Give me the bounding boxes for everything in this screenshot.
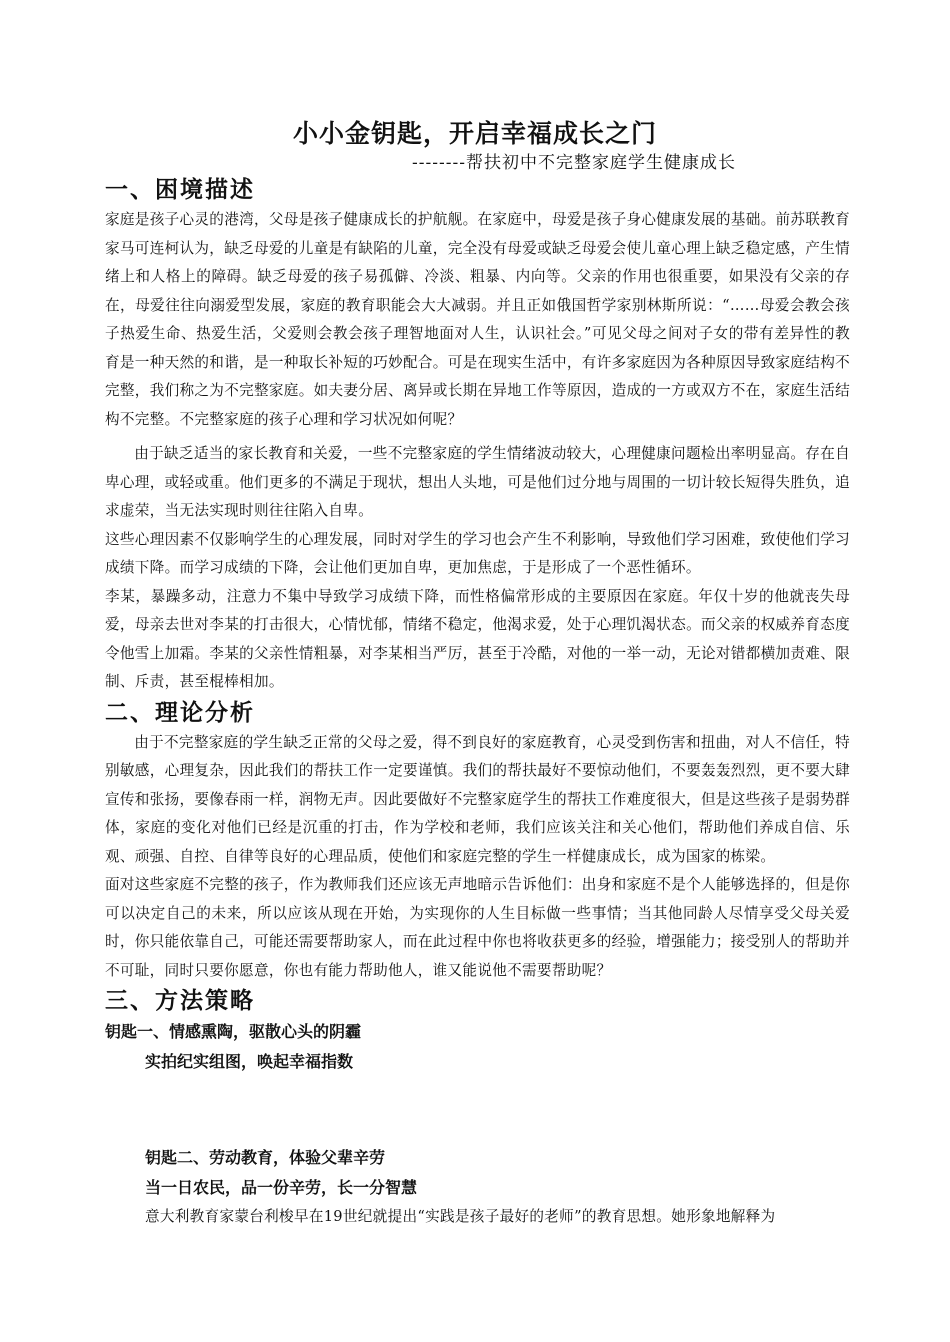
photo-placeholder-space — [105, 1077, 850, 1143]
paragraph: 家庭是孩子心灵的港湾，父母是孩子健康成长的护航舰。在家庭中，母爱是孩子身心健康发展的基础。前苏联教育家马可连柯认为，缺乏母爱的儿童是有缺陷的儿童，完全没有母爱或缺乏母爱会使儿童心理上缺乏稳定感，产生情绪上和人格上的障碍。缺乏母爱的孩子易孤僻、冷淡、粗暴、内向等。父亲的作用也很重要，如果没有父亲的存在，母爱往往向溺爱型发展，家庭的教育职能会大大减弱。并且正如俄国哲学家别林斯所说：“……母爱会教会孩子热爱生命、热爱生活，父爱则会教会孩子理智地面对人生，认识社会。”可见父母之间对子女的带有差异性的教育是一种天然的和谐，是一种取长补短的巧妙配合。可是在现实生活中，有许多家庭因为各种原因导致家庭结构不完整，我们称之为不完整家庭。如夫妻分居、离异或长期在异地工作等原因，造成的一方或双方不在，家庭生活结构不完整。不完整家庭的孩子心理和学习状况如何呢？ — [105, 211, 850, 428]
document-title: 小小金钥匙，开启幸福成长之门 — [292, 119, 657, 148]
paragraph: 面对这些家庭不完整的孩子，作为教师我们还应该无声地暗示告诉他们：出身和家庭不是个人能够选择的，但是你可以决定自己的未来，所以应该从现在开始，为实现你的人生目标做一些事情；当其他同龄人尽情享受父母关爱时，你只能依靠自己，可能还需要帮助家人，而在此过程中你也将收获更多的经验，增强能力；接受别人的帮助并不可耻，同时只要你愿意，你也有能力帮助他人，谁又能说他不需要帮助呢？ — [105, 876, 850, 979]
document-body — [105, 174, 850, 1232]
key-two-heading: 钥匙二、劳动教育，体验父辈辛劳 — [145, 1148, 386, 1167]
paragraph: 这些心理因素不仅影响学生的心理发展，同时对学生的学习也会产生不利影响，导致他们学习困难，致使他们学习成绩下降。而学习成绩的下降，会让他们更加自卑，更加焦虑，于是形成了一个恶性循环。 — [105, 530, 850, 576]
paragraph: 由于不完整家庭的学生缺乏正常的父母之爱，得不到良好的家庭教育，心灵受到伤害和扭曲，对人不信任，特别敏感，心理复杂，因此我们的帮扶工作一定要谨慎。我们的帮扶最好不要惊动他们，不要轰轰烈烈，更不要大肆宣传和张扬，要像春雨一样，润物无声。因此要做好不完整家庭学生的帮扶工作难度很大，但是这些孩子是弱势群体，家庭的变化对他们已经是沉重的打击，作为学校和老师，我们应该关注和关心他们，帮助他们养成自信、乐观、顽强、自控、自律等良好的心理品质，使他们和家庭完整的学生一样健康成长，成为国家的栋梁。 — [105, 733, 850, 865]
section-heading-strategy: 三、方法策略 — [105, 988, 255, 1014]
paragraph: 意大利教育家蒙台利梭早在19世纪就提出“实践是孩子最好的老师”的教育思想。她形象地解释为 — [145, 1208, 776, 1225]
document-subtitle: --------帮扶初中不完整家庭学生健康成长 — [412, 153, 736, 173]
key-one-heading: 钥匙一、情感熏陶，驱散心头的阴霾 — [105, 1022, 362, 1041]
section-heading-dilemma: 一、困境描述 — [105, 177, 255, 203]
key-one-subheading: 实拍纪实组图，唤起幸福指数 — [145, 1052, 354, 1071]
paragraph: 李某，暴躁多动，注意力不集中导致学习成绩下降，而性格偏常形成的主要原因在家庭。年仅十岁的他就丧失母爱，母亲去世对李某的打击很大，心情忧郁，情绪不稳定，他渴求爱，处于心理饥渴状态。而父亲的权威养育态度令他雪上加霜。李某的父亲性情粗暴，对李某相当严厉，甚至于冷酷，对他的一举一动，无论对错都横加责难、限制、斥责，甚至棍棒相加。 — [105, 587, 850, 690]
key-two-subheading: 当一日农民，品一份辛劳，长一分智慧 — [145, 1178, 418, 1197]
section-heading-theory: 二、理论分析 — [105, 699, 255, 726]
paragraph: 由于缺乏适当的家长教育和关爱，一些不完整家庭的学生情绪波动较大，心理健康问题检出率明显高。存在自卑心理，或轻或重。他们更多的不满足于现状，想出人头地，可是他们过分地与周围的一切计较长短得失胜负，追求虚荣，当无法实现时则往往陷入自卑。 — [105, 445, 850, 519]
